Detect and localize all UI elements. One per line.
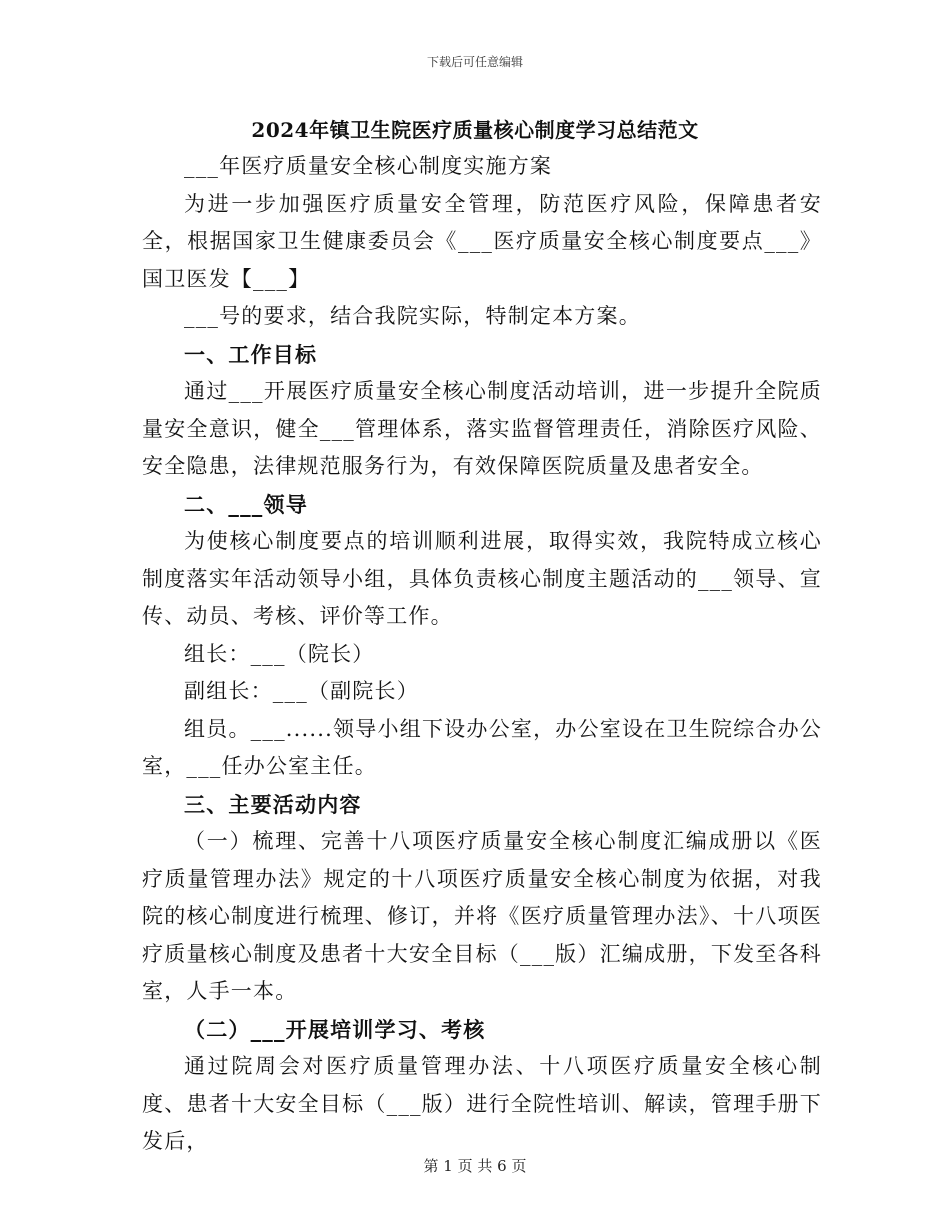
plan-subtitle: ___年医疗质量安全核心制度实施方案 <box>184 154 553 178</box>
team-leader-line: 组长：___（院长） <box>184 641 375 666</box>
training-paragraph: 通过院周会对医疗质量管理办法、十八项医疗质量安全核心制度、患者十大安全目标（___版）进行全院性培训、解读，管理手册下发后， <box>142 1054 822 1153</box>
leadership-paragraph: 为使核心制度要点的培训顺利进展，取得实效，我院特成立核心制度落实年活动领导小组，具体负责核心制度主题活动的___领导、宣传、动员、考核、评价等工作。 <box>142 529 822 628</box>
section-heading-leadership: 二、___领导 <box>184 491 308 517</box>
intro-paragraph: 为进一步加强医疗质量安全管理，防范医疗风险，保障患者安全，根据国家卫生健康委员会《___医疗质量安全核心制度要点___》国卫医发【___】 <box>142 191 822 291</box>
document-title: 2024年镇卫生院医疗质量核心制度学习总结范文 <box>251 118 699 142</box>
section-heading-activities: 三、主要活动内容 <box>184 791 362 817</box>
intro-continuation: ___号的要求，结合我院实际，特制定本方案。 <box>184 304 641 328</box>
page-number: 第 1 页 共 6 页 <box>423 1157 527 1175</box>
section-heading-goals: 一、工作目标 <box>184 341 318 367</box>
members-paragraph: 组员。___......领导小组下设办公室，办公室设在卫生院综合办公室，___任办公室主任。 <box>142 716 822 778</box>
deputy-leader-line: 副组长：___（副院长） <box>184 679 419 703</box>
activity-one-paragraph: （一）梳理、完善十八项医疗质量安全核心制度汇编成册以《医疗质量管理办法》规定的十八项医疗质量安全核心制度为依据，对我院的核心制度进行梳理、修订，并将《医疗质量管理办法》、十八项医疗质量核心制度及患者十大安全目标（___版）汇编成册，下发至各科室，人手一本。 <box>142 829 822 1003</box>
subsection-heading-training: （二）___开展培训学习、考核 <box>184 1016 486 1042</box>
goals-paragraph: 通过___开展医疗质量安全核心制度活动培训，进一步提升全院质量安全意识，健全___管理体系，落实监督管理责任，消除医疗风险、安全隐患，法律规范服务行为，有效保障医院质量及患者安全。 <box>142 379 822 478</box>
document-body <box>142 148 822 1161</box>
header-note: 下载后可任意编辑 <box>426 55 523 69</box>
